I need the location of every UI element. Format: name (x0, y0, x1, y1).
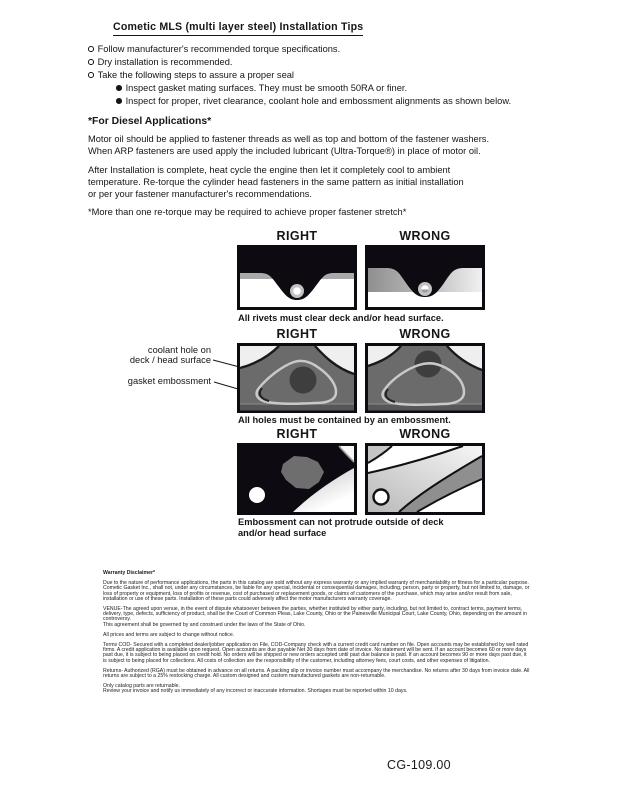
filled-bullet-icon (116, 85, 122, 91)
diagram-protrude-right (237, 443, 357, 515)
bullet-item (88, 70, 294, 80)
sub-bullet-item (116, 96, 511, 106)
legal-heading: Warranty Disclaimer* (103, 570, 155, 576)
coolant-hole-label: coolant hole on (147, 345, 211, 355)
retorque-note: *More than one re-torque may be required to achieve proper fastener stretch* (88, 207, 407, 217)
bullet-text: Inspect for proper, rivet clearance, coolant hole and embossment alignments as shown below. (125, 96, 512, 106)
right-label: RIGHT (276, 427, 318, 441)
open-bullet-icon (88, 46, 94, 52)
bolt-hole-icon (374, 490, 389, 505)
paragraph-line: After Installation is complete, heat cycle the engine then let it completely cool to ambient (88, 165, 451, 175)
wrong-label: WRONG (399, 327, 451, 341)
legal-paragraph: This agreement shall be governed by and construed under the laws of the State of Ohio. (103, 621, 306, 628)
diagram-rivet-right (237, 245, 357, 310)
legal-paragraph: All prices and terms are subject to change without notice. (103, 631, 235, 638)
wrong-label: WRONG (399, 229, 451, 243)
right-label: RIGHT (276, 229, 318, 243)
wrong-label: WRONG (399, 427, 451, 441)
bullet-text: Follow manufacturer's recommended torque specifications. (97, 44, 341, 54)
caption-rivets: All rivets must clear deck and/or head surface. (238, 313, 444, 323)
page-number: CG-109.00 (387, 758, 451, 772)
legal-paragraph: VENUE-The agreed upon venue, in the event of dispute whatsoever between the parties, whether instituted by either party, including, but not limited to, contract terms, payment terms, delivery, type, defects, sufficiency of product, shall be the Court of Common Pleas, Lake County, Ohio or the Painesville Municipal Court, Lake County, Ohio, depending on the amount in controversy. (103, 606, 528, 623)
bullet-text: Inspect gasket mating surfaces. They must be smooth 50RA or finer. (125, 83, 408, 93)
paragraph-line: Motor oil should be applied to fastener threads as well as top and bottom of the fastener washers. (88, 134, 490, 144)
caption-protrude: Embossment can not protrude outside of deck (238, 517, 444, 527)
diagram-protrude-wrong (365, 443, 485, 515)
diagram-embossment-wrong (365, 343, 485, 413)
legal-paragraph: Only catalog parts are returnable. (103, 683, 180, 690)
right-label: RIGHT (276, 327, 318, 341)
paragraph-line: or per your fastener manufacturer's recommendations. (88, 189, 312, 199)
bolt-hole-icon (249, 487, 265, 503)
paragraph-line: temperature. Re-torque the cylinder head fasteners in the same pattern as initial installation (88, 177, 464, 187)
bullet-item (88, 57, 232, 67)
open-bullet-icon (88, 59, 94, 65)
diagram-embossment-right (237, 343, 357, 413)
diesel-heading: *For Diesel Applications* (88, 116, 212, 127)
legal-paragraph: Terms COD- Secured with a completed dealer/jobber application on File, COD-Company check with a current credit card number on file. Open accounts may be established by well rated firms. A credit application is available upon request. Open accounts are due payable Net 30 days from date of invoice. No statement will be sent. If an account becomes 60 or more days past due, it is subject to being placed on credit hold. No orders will be shipped or new orders accepted until past due balance is paid. If an account becomes 90 or more days past due, it is subject to being placed for collections. All costs of collection are the responsibility of the customer, including attorney fees, court costs, and other expenses of litigation. (103, 642, 529, 664)
gasket-embossment-label: gasket embossment (127, 376, 211, 386)
bullet-item (88, 44, 340, 54)
diagram-rivet-wrong (365, 245, 485, 310)
legal-paragraph: Returns- Authorized (RGA) must be obtained in advance on all returns. A packing slip or invoice number must accompany the merchandise. No returns after 30 days from invoice date. All returns are subject to a 25% restocking charge. All custom designed and custom manufactured gaskets are non-returnable. (103, 667, 530, 680)
caption-holes: All holes must be contained by an embossment. (238, 415, 451, 425)
open-bullet-icon (88, 72, 94, 78)
bullet-text: Take the following steps to assure a proper seal (97, 70, 294, 80)
filled-bullet-icon (116, 98, 122, 104)
coolant-hole-label: deck / head surface (129, 355, 211, 365)
page-title: Cometic MLS (multi layer steel) Installation Tips (113, 21, 363, 36)
warranty-disclaimer (103, 571, 530, 700)
legal-paragraph: Due to the nature of performance applications, the parts in this catalog are sold without any express warranty or any implied warranty of merchantability or fitness for a particular purpose. Cometic Gasket Inc., shall not, under any circumstances, be liable for any special, incidental or consequential damages, including, person, party or property, but not limited to, damage, or loss of property or equipment, loss of profits or revenue, cost of purchased or replacement goods, or claims of customers of the purchase, which may arise and/or result from sale, installation or use of these parts. Installation of these parts could adversely affect the motor manufacturers warranty coverage. (103, 580, 530, 602)
legal-paragraph: Review your invoice and notify us immediately of any incorrect or inaccurate information. Shortages must be reported within 10 days. (103, 688, 408, 695)
paragraph-line: When ARP fasteners are used apply the included lubricant (Ultra-Torque®) in place of motor oil. (88, 146, 481, 156)
coolant-hole-icon (290, 367, 317, 394)
caption-protrude: and/or head surface (238, 528, 327, 538)
bullet-text: Dry installation is recommended. (97, 57, 233, 67)
sub-bullet-item (116, 83, 407, 93)
